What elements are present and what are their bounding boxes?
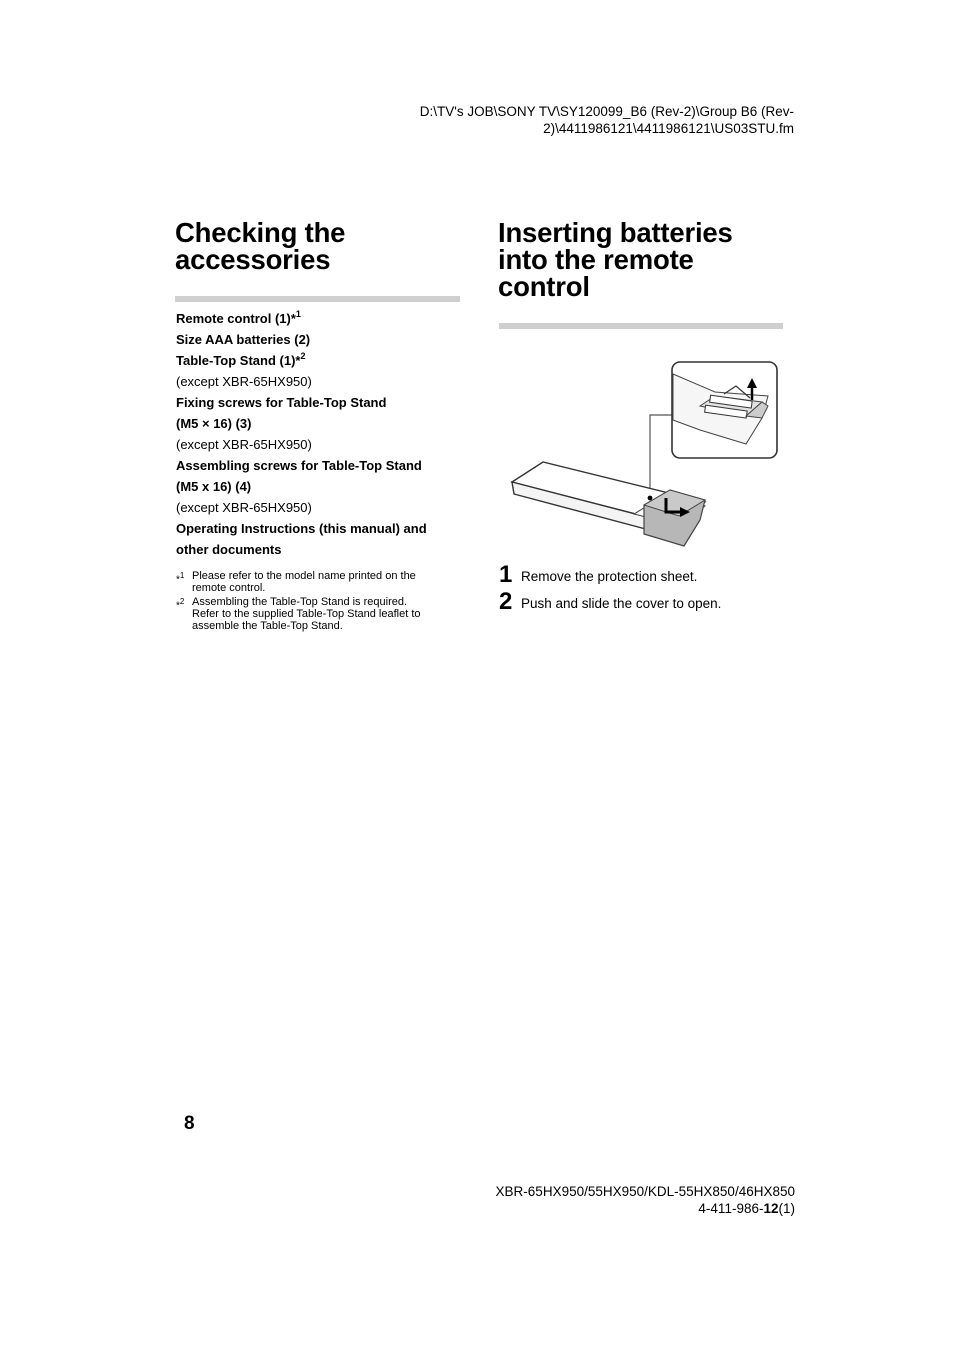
list-item: (M5 × 16) (3) (176, 416, 252, 431)
footnote-2 (176, 596, 466, 632)
list-item: Assembling screws for Table-Top Stand (176, 458, 422, 473)
step-text: Remove the protection sheet. (521, 569, 698, 584)
footnote-1 (176, 570, 466, 594)
accessories-list (176, 308, 466, 560)
footnote-line: Refer to the supplied Table-Top Stand leaflet to (192, 608, 421, 620)
accessories-heading (175, 219, 345, 273)
batteries-heading-line-1: Inserting batteries (498, 217, 733, 248)
remote-control-drawing (512, 462, 705, 546)
list-item: Operating Instructions (this manual) and (176, 521, 427, 536)
footnote-line: assemble the Table-Top Stand. (192, 620, 343, 632)
batteries-heading (498, 219, 733, 300)
footnote-line: remote control. (192, 582, 266, 594)
inset-detail-box (672, 362, 777, 458)
list-item: Fixing screws for Table-Top Stand (176, 395, 387, 410)
footnote-line: Assembling the Table-Top Stand is required. (192, 596, 408, 608)
step-text: Push and slide the cover to open. (521, 596, 722, 611)
file-path-line-2: 2)\4411986121\4411986121\US03STU.fm (543, 121, 794, 136)
list-item-note: (except XBR-65HX950) (176, 500, 312, 515)
footer-code: 4-411-986-12(1) (698, 1201, 795, 1216)
step-number: 2 (499, 588, 513, 615)
list-item: Size AAA batteries (2) (176, 332, 311, 347)
file-path (374, 103, 794, 137)
batteries-heading-rule (499, 323, 783, 329)
footnote-line: Please refer to the model name printed on the (192, 570, 416, 582)
page-number: 8 (184, 1113, 195, 1134)
footer-model-info (395, 1183, 795, 1217)
list-item-note: (except XBR-65HX950) (176, 374, 312, 389)
footnotes (176, 570, 466, 634)
list-item: Remote control (1)*$^1$ (176, 308, 301, 326)
list-item: other documents (176, 542, 282, 557)
list-item-note: (except XBR-65HX950) (176, 437, 312, 452)
list-item: Table-Top Stand (1)*$^2$ (176, 350, 306, 368)
footer-models: XBR-65HX950/55HX950/KDL-55HX850/46HX850 (495, 1184, 795, 1199)
remote-battery-illustration (510, 360, 782, 556)
accessories-heading-line-1: Checking the (175, 217, 346, 248)
batteries-heading-line-2: into the remote (498, 244, 694, 275)
accessories-heading-rule (175, 296, 460, 302)
accessories-heading-line-2: accessories (175, 244, 331, 275)
file-path-line-1: D:\TV's JOB\SONY TV\SY120099_B6 (Rev-2)\Group B6 (Rev- (419, 104, 794, 119)
footnote-mark: *$^2$ (176, 597, 185, 612)
footnote-mark: *$^1$ (176, 571, 185, 586)
batteries-heading-line-3: control (498, 271, 590, 302)
step-number: 1 (499, 561, 513, 588)
list-item: (M5 x 16) (4) (176, 479, 252, 494)
leader-line (650, 415, 672, 498)
